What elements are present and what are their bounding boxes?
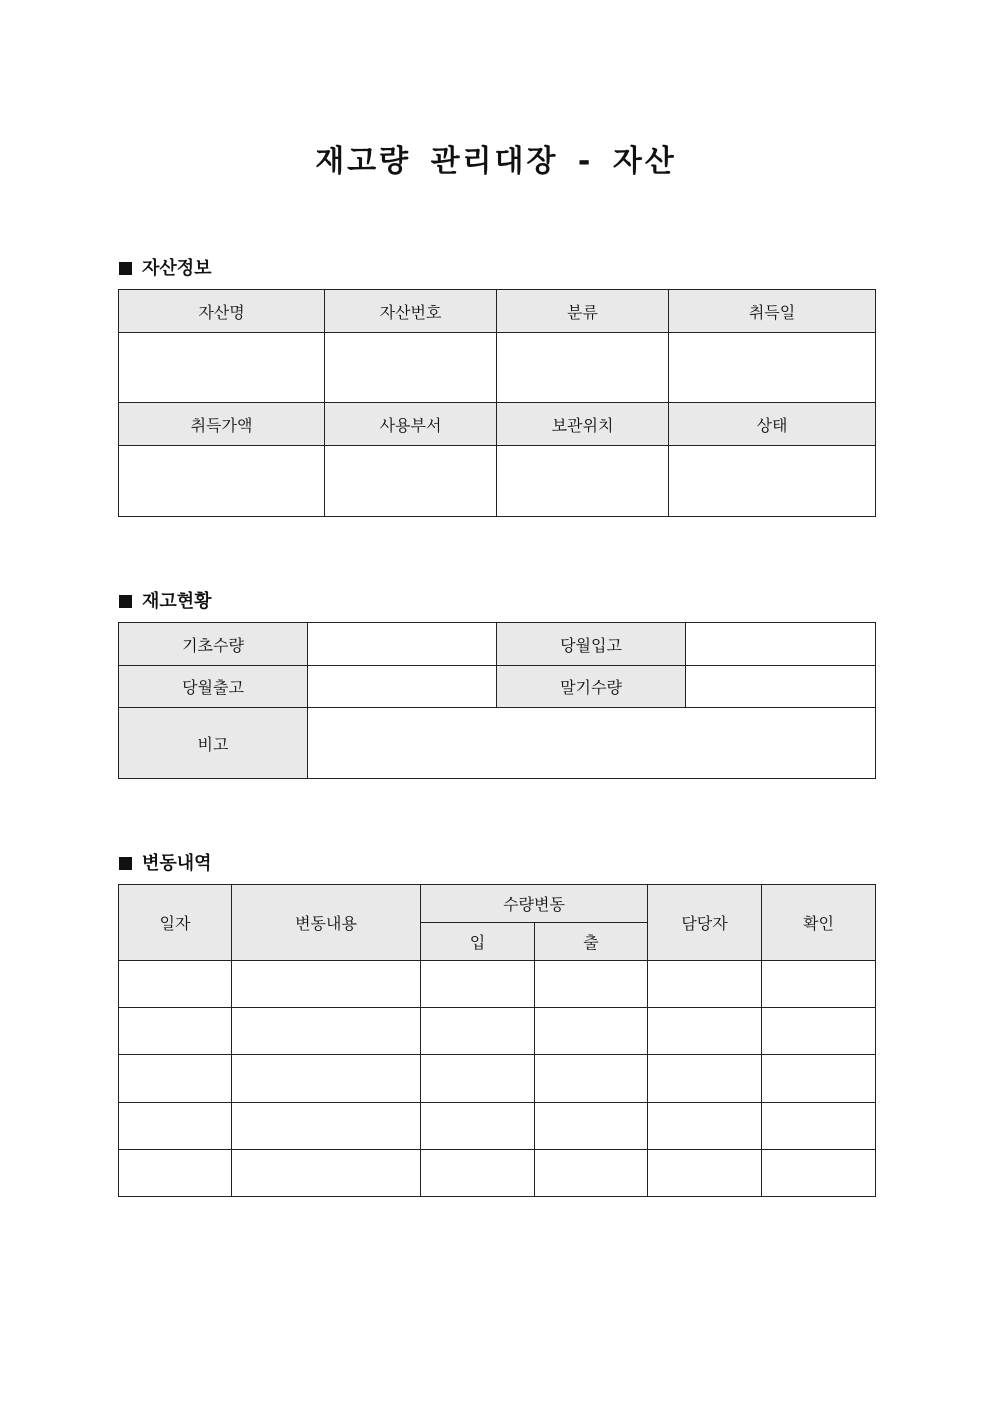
section-heading-stock-status (119, 587, 212, 613)
cell-closing-qty[interactable] (686, 666, 876, 708)
cell-out[interactable] (535, 1150, 648, 1197)
cell-content[interactable] (232, 1150, 421, 1197)
table-row (119, 1008, 876, 1055)
header-in: 입 (421, 923, 535, 961)
cell-date[interactable] (119, 1008, 232, 1055)
cell-date[interactable] (119, 1055, 232, 1103)
table-row (119, 1103, 876, 1150)
cell-date[interactable] (119, 1103, 232, 1150)
asset-info-table (118, 289, 876, 517)
cell-content[interactable] (232, 1103, 421, 1150)
header-qty-change: 수량변동 (421, 885, 648, 923)
header-category: 분류 (497, 290, 669, 333)
table-row (119, 1055, 876, 1103)
cell-in[interactable] (421, 1055, 535, 1103)
cell-out[interactable] (535, 1103, 648, 1150)
cell-confirm[interactable] (762, 1055, 876, 1103)
label-closing-qty: 말기수량 (497, 666, 686, 708)
cell-month-in[interactable] (686, 623, 876, 666)
header-date: 일자 (119, 885, 232, 961)
cell-in[interactable] (421, 1008, 535, 1055)
cell-manager[interactable] (648, 961, 762, 1008)
header-content: 변동내용 (232, 885, 421, 961)
header-confirm: 확인 (762, 885, 876, 961)
cell-in[interactable] (421, 961, 535, 1008)
label-remarks: 비고 (119, 708, 308, 779)
cell-content[interactable] (232, 961, 421, 1008)
section-heading-changes (119, 849, 212, 875)
cell-manager[interactable] (648, 1103, 762, 1150)
cell-month-out[interactable] (308, 666, 497, 708)
header-storage-location: 보관위치 (497, 403, 669, 446)
cell-asset-number[interactable] (325, 333, 497, 403)
cell-acquisition-cost[interactable] (119, 446, 325, 517)
cell-opening-qty[interactable] (308, 623, 497, 666)
cell-confirm[interactable] (762, 1008, 876, 1055)
cell-out[interactable] (535, 1055, 648, 1103)
label-month-in: 당월입고 (497, 623, 686, 666)
label-opening-qty: 기초수량 (119, 623, 308, 666)
cell-storage-location[interactable] (497, 446, 669, 517)
cell-confirm[interactable] (762, 961, 876, 1008)
cell-category[interactable] (497, 333, 669, 403)
cell-content[interactable] (232, 1055, 421, 1103)
square-bullet-icon (119, 595, 132, 608)
cell-out[interactable] (535, 961, 648, 1008)
cell-remarks[interactable] (308, 708, 876, 779)
cell-confirm[interactable] (762, 1150, 876, 1197)
cell-asset-name[interactable] (119, 333, 325, 403)
cell-status[interactable] (669, 446, 876, 517)
section-heading-label: 자산정보 (142, 258, 212, 279)
cell-manager[interactable] (648, 1008, 762, 1055)
header-acquisition-date: 취득일 (669, 290, 876, 333)
cell-in[interactable] (421, 1103, 535, 1150)
document-title: 재고량 관리대장 - 자산 (315, 144, 677, 179)
header-status: 상태 (669, 403, 876, 446)
section-heading-asset-info (119, 254, 212, 280)
changes-table (118, 884, 876, 1197)
cell-in[interactable] (421, 1150, 535, 1197)
cell-acquisition-date[interactable] (669, 333, 876, 403)
cell-date[interactable] (119, 1150, 232, 1197)
section-heading-label: 변동내역 (142, 853, 212, 874)
header-out: 출 (535, 923, 648, 961)
cell-date[interactable] (119, 961, 232, 1008)
section-heading-label: 재고현황 (142, 591, 212, 612)
header-acquisition-cost: 취득가액 (119, 403, 325, 446)
cell-out[interactable] (535, 1008, 648, 1055)
square-bullet-icon (119, 262, 132, 275)
header-department: 사용부서 (325, 403, 497, 446)
header-manager: 담당자 (648, 885, 762, 961)
cell-department[interactable] (325, 446, 497, 517)
stock-status-table (118, 622, 876, 779)
cell-manager[interactable] (648, 1055, 762, 1103)
label-month-out: 당월출고 (119, 666, 308, 708)
header-asset-number: 자산번호 (325, 290, 497, 333)
header-asset-name: 자산명 (119, 290, 325, 333)
cell-confirm[interactable] (762, 1103, 876, 1150)
cell-content[interactable] (232, 1008, 421, 1055)
cell-manager[interactable] (648, 1150, 762, 1197)
square-bullet-icon (119, 857, 132, 870)
table-row (119, 1150, 876, 1197)
table-row (119, 961, 876, 1008)
